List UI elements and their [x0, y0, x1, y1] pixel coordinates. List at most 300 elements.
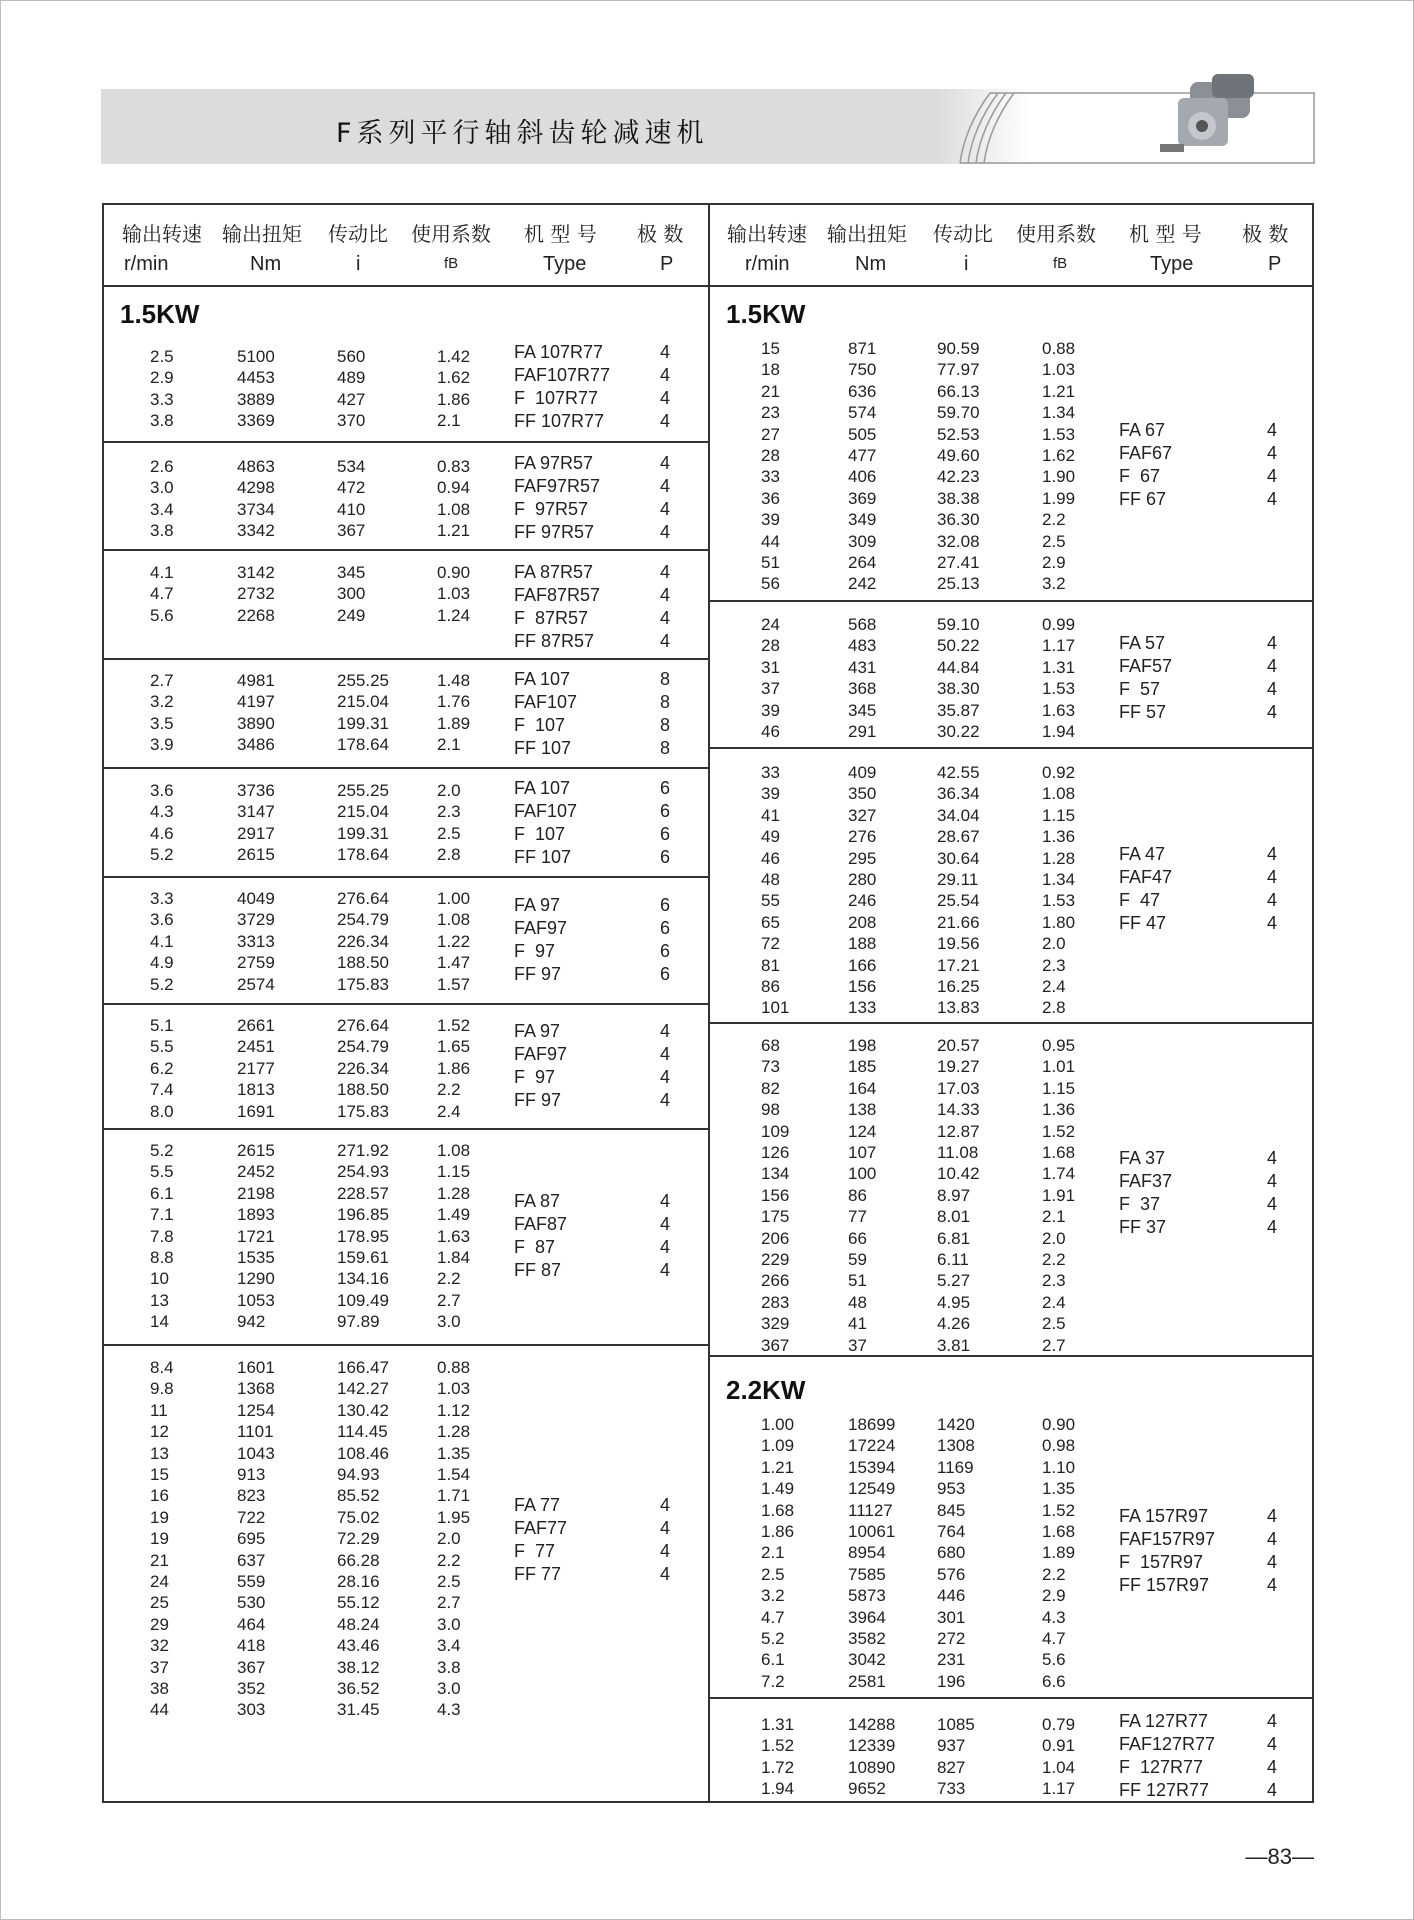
output-torque-cell: 464 — [237, 1614, 266, 1634]
service-factor-cell: 0.88 — [1042, 339, 1076, 358]
gear-ratio-cell: 27.41 — [937, 553, 980, 572]
model-type-cell: FA 107R77 — [514, 342, 604, 362]
model-type-cell: FA 157R97 — [1119, 1506, 1209, 1526]
output-torque-cell: 5100 — [237, 347, 275, 366]
output-speed-cell: 5.5 — [150, 1162, 174, 1182]
header-ratio-unit: i — [356, 253, 361, 275]
service-factor-cell: 1.65 — [437, 1037, 471, 1057]
output-speed-cell: 5.2 — [150, 1141, 174, 1160]
output-speed-cell: 3.3 — [150, 889, 174, 908]
block-separator — [708, 747, 1314, 749]
gear-ratio-cell: 427 — [337, 389, 366, 409]
service-factor-cell: 0.83 — [437, 457, 471, 476]
pole-count-cell: 4 — [1267, 1171, 1278, 1191]
output-torque-cell: 2732 — [237, 584, 275, 604]
service-factor-cell: 1.15 — [437, 1162, 471, 1182]
output-torque-cell: 10061 — [848, 1522, 896, 1541]
service-factor-cell: 2.1 — [1042, 1207, 1066, 1227]
output-torque-cell: 1368 — [237, 1379, 275, 1399]
output-speed-cell: 329 — [761, 1314, 790, 1334]
output-torque-cell: 198 — [848, 1036, 877, 1055]
output-torque-cell: 559 — [237, 1572, 266, 1591]
service-factor-cell: 1.62 — [437, 368, 471, 388]
output-torque-cell: 431 — [848, 657, 877, 677]
header-service-factor-unit: fB — [1053, 255, 1068, 272]
gear-ratio-cell: 254.93 — [337, 1162, 389, 1182]
output-speed-cell: 229 — [761, 1250, 790, 1269]
header-poles: 极 数 — [1242, 222, 1289, 246]
header-torque: 输出扭矩 — [827, 222, 907, 246]
block-separator — [102, 658, 708, 660]
output-speed-cell: 3.4 — [150, 499, 174, 519]
service-factor-cell: 1.89 — [1042, 1543, 1076, 1563]
output-torque-cell: 3042 — [848, 1650, 886, 1670]
output-speed-cell: 2.1 — [761, 1543, 785, 1563]
output-speed-cell: 1.68 — [761, 1500, 795, 1520]
header-ratio-unit: i — [964, 253, 969, 275]
output-speed-cell: 5.1 — [150, 1016, 174, 1035]
service-factor-cell: 1.03 — [437, 584, 471, 604]
output-speed-cell: 134 — [761, 1164, 790, 1184]
output-speed-cell: 24 — [150, 1572, 169, 1591]
gear-ratio-cell: 300 — [337, 584, 366, 604]
output-torque-cell: 4981 — [237, 671, 275, 690]
output-torque-cell: 2581 — [848, 1671, 886, 1691]
gear-ratio-cell: 19.27 — [937, 1057, 980, 1077]
output-torque-cell: 86 — [848, 1185, 867, 1205]
model-type-cell: F 37 — [1119, 1194, 1161, 1214]
output-speed-cell: 81 — [761, 955, 780, 975]
service-factor-cell: 3.8 — [437, 1657, 461, 1677]
service-factor-cell: 1.08 — [437, 910, 471, 930]
gear-ratio-cell: 764 — [937, 1522, 966, 1541]
model-type-cell: F 107 — [514, 824, 566, 844]
output-speed-cell: 3.8 — [150, 411, 174, 431]
service-factor-cell: 2.8 — [1042, 998, 1066, 1018]
service-factor-cell: 1.94 — [1042, 722, 1076, 741]
output-speed-cell: 44 — [150, 1700, 169, 1720]
block-separator — [102, 1344, 708, 1346]
service-factor-cell: 1.36 — [1042, 1100, 1076, 1120]
service-factor-cell: 1.63 — [437, 1226, 471, 1246]
gear-ratio-cell: 199.31 — [337, 823, 389, 843]
service-factor-cell: 1.28 — [437, 1183, 471, 1203]
service-factor-cell: 1.74 — [1042, 1164, 1076, 1184]
gear-ratio-cell: 30.64 — [937, 848, 980, 868]
service-factor-cell: 0.99 — [1042, 615, 1076, 634]
output-torque-cell: 3313 — [237, 931, 275, 951]
output-torque-cell: 5873 — [848, 1586, 886, 1606]
output-torque-cell: 3342 — [237, 521, 275, 541]
output-torque-cell: 3729 — [237, 910, 275, 930]
output-speed-cell: 4.1 — [150, 563, 174, 582]
output-torque-cell: 2198 — [237, 1183, 275, 1203]
model-type-cell: FAF107R77 — [514, 365, 611, 385]
gear-ratio-cell: 38.38 — [937, 488, 980, 508]
pole-count-cell: 6 — [660, 918, 671, 938]
block-separator — [708, 600, 1314, 602]
output-speed-cell: 44 — [761, 531, 780, 551]
output-speed-cell: 48 — [761, 870, 780, 889]
service-factor-cell: 2.3 — [1042, 1271, 1066, 1291]
pole-count-cell: 6 — [660, 964, 671, 984]
model-type-cell: FAF157R97 — [1119, 1529, 1216, 1549]
model-type-cell: FF 157R97 — [1119, 1575, 1210, 1595]
output-torque-cell: 2451 — [237, 1037, 275, 1057]
gear-ratio-cell: 845 — [937, 1500, 966, 1520]
model-type-cell: F 97 — [514, 1067, 556, 1087]
gear-ratio-cell: 44.84 — [937, 657, 980, 677]
gear-ratio-cell: 32.08 — [937, 531, 980, 551]
pole-count-cell: 6 — [660, 801, 671, 821]
output-speed-cell: 1.72 — [761, 1757, 795, 1777]
output-torque-cell: 4049 — [237, 889, 275, 908]
output-speed-cell: 98 — [761, 1100, 780, 1120]
output-speed-cell: 21 — [150, 1550, 169, 1570]
service-factor-cell: 2.4 — [437, 1101, 461, 1121]
output-torque-cell: 18699 — [848, 1415, 896, 1434]
output-torque-cell: 367 — [237, 1657, 266, 1677]
service-factor-cell: 2.5 — [1042, 531, 1066, 551]
service-factor-cell: 1.17 — [1042, 636, 1076, 656]
pole-count-cell: 4 — [1267, 1734, 1278, 1754]
output-speed-cell: 29 — [150, 1614, 169, 1634]
header-speed: 输出转速 — [122, 222, 202, 246]
output-speed-cell: 28 — [761, 636, 780, 656]
gear-ratio-cell: 14.33 — [937, 1100, 980, 1120]
model-type-cell: F 47 — [1119, 890, 1161, 910]
gear-ratio-cell: 188.50 — [337, 953, 389, 973]
pole-count-cell: 4 — [660, 476, 671, 496]
output-torque-cell: 942 — [237, 1312, 266, 1332]
model-type-cell: FF 77 — [514, 1564, 562, 1584]
gear-ratio-cell: 271.92 — [337, 1141, 389, 1160]
output-speed-cell: 4.3 — [150, 802, 174, 822]
gear-ratio-cell: 42.23 — [937, 467, 980, 487]
output-speed-cell: 41 — [761, 805, 780, 825]
service-factor-cell: 1.17 — [1042, 1779, 1076, 1799]
output-torque-cell: 913 — [237, 1465, 266, 1484]
model-type-cell: F 157R97 — [1119, 1552, 1204, 1572]
pole-count-cell: 4 — [1267, 1780, 1278, 1800]
output-speed-cell: 4.1 — [150, 931, 174, 951]
gear-ratio-cell: 175.83 — [337, 1101, 389, 1121]
service-factor-cell: 3.2 — [1042, 574, 1066, 594]
pole-count-cell: 4 — [1267, 1148, 1278, 1168]
service-factor-cell: 2.2 — [437, 1080, 461, 1100]
service-factor-cell: 1.68 — [1042, 1522, 1076, 1541]
output-speed-cell: 3.5 — [150, 713, 174, 733]
model-type-cell: FF 107 — [514, 847, 572, 867]
output-speed-cell: 3.0 — [150, 478, 174, 498]
output-torque-cell: 3964 — [848, 1607, 886, 1627]
output-torque-cell: 636 — [848, 381, 877, 401]
output-speed-cell: 2.9 — [150, 368, 174, 388]
output-speed-cell: 65 — [761, 912, 780, 932]
pole-count-cell: 4 — [1267, 1217, 1278, 1237]
gear-ratio-cell: 43.46 — [337, 1636, 380, 1656]
output-speed-cell: 12 — [150, 1422, 169, 1442]
service-factor-cell: 2.3 — [1042, 955, 1066, 975]
model-type-cell: FA 127R77 — [1119, 1711, 1209, 1731]
model-type-cell: FAF107 — [514, 801, 578, 821]
output-speed-cell: 2.5 — [150, 347, 174, 366]
gear-ratio-cell: 20.57 — [937, 1036, 980, 1055]
service-factor-cell: 1.21 — [437, 521, 471, 541]
gear-ratio-cell: 66.13 — [937, 381, 980, 401]
service-factor-cell: 1.42 — [437, 347, 471, 366]
pole-count-cell: 4 — [1267, 890, 1278, 910]
output-torque-cell: 3889 — [237, 389, 275, 409]
model-type-cell: FF 107 — [514, 738, 572, 758]
header-service-factor: 使用系数 — [411, 222, 491, 246]
output-speed-cell: 6.1 — [761, 1650, 785, 1670]
service-factor-cell: 4.7 — [1042, 1629, 1066, 1648]
service-factor-cell: 1.28 — [437, 1422, 471, 1442]
service-factor-cell: 1.99 — [1042, 488, 1076, 508]
output-torque-cell: 1535 — [237, 1248, 275, 1267]
output-torque-cell: 2917 — [237, 823, 275, 843]
service-factor-cell: 1.57 — [437, 974, 471, 994]
output-torque-cell: 303 — [237, 1700, 266, 1720]
output-speed-cell: 24 — [761, 615, 780, 634]
output-torque-cell: 291 — [848, 722, 877, 741]
output-torque-cell: 1721 — [237, 1226, 275, 1246]
gear-ratio-cell: 36.30 — [937, 510, 980, 530]
output-torque-cell: 4863 — [237, 457, 275, 476]
gear-ratio-cell: 255.25 — [337, 781, 389, 800]
gear-ratio-cell: 215.04 — [337, 692, 389, 712]
model-type-cell: FF 47 — [1119, 913, 1167, 933]
page-number: —83— — [1245, 1844, 1314, 1869]
model-type-cell: FAF67 — [1119, 443, 1173, 463]
output-torque-cell: 3486 — [237, 735, 275, 755]
model-type-cell: FF 97 — [514, 1090, 562, 1110]
output-torque-cell: 369 — [848, 488, 877, 508]
output-torque-cell: 59 — [848, 1250, 867, 1269]
service-factor-cell: 1.35 — [437, 1443, 471, 1463]
model-type-cell: FA 77 — [514, 1495, 561, 1515]
output-torque-cell: 280 — [848, 870, 877, 889]
block-separator — [102, 1128, 708, 1130]
pole-count-cell: 4 — [660, 585, 671, 605]
gear-ratio-cell: 5.27 — [937, 1271, 971, 1291]
pole-count-cell: 8 — [660, 692, 671, 712]
service-factor-cell: 1.28 — [1042, 848, 1076, 868]
service-factor-cell: 1.12 — [437, 1400, 471, 1420]
service-factor-cell: 1.52 — [1042, 1500, 1076, 1520]
model-type-cell: F 97R57 — [514, 499, 589, 519]
pole-count-cell: 4 — [660, 608, 671, 628]
service-factor-cell: 1.03 — [437, 1379, 471, 1399]
output-torque-cell: 12339 — [848, 1736, 896, 1756]
service-factor-cell: 0.90 — [437, 563, 471, 582]
pole-count-cell: 4 — [1267, 679, 1278, 699]
service-factor-cell: 1.03 — [1042, 360, 1076, 380]
pole-count-cell: 4 — [660, 631, 671, 651]
gear-ratio-cell: 114.45 — [337, 1422, 388, 1442]
pole-count-cell: 4 — [660, 365, 671, 385]
output-speed-cell: 109 — [761, 1121, 790, 1141]
output-speed-cell: 31 — [761, 657, 780, 677]
output-torque-cell: 51 — [848, 1271, 867, 1291]
service-factor-cell: 2.8 — [437, 845, 461, 865]
gear-ratio-cell: 1308 — [937, 1436, 975, 1456]
output-torque-cell: 3369 — [237, 411, 275, 431]
output-speed-cell: 28 — [761, 446, 780, 465]
service-factor-cell: 3.0 — [437, 1679, 461, 1698]
service-factor-cell: 2.2 — [437, 1550, 461, 1570]
model-type-cell: FAF37 — [1119, 1171, 1173, 1191]
gear-ratio-cell: 1085 — [937, 1715, 975, 1734]
section-label: 1.5KW — [726, 299, 806, 329]
header-speed-unit: r/min — [745, 253, 790, 275]
output-speed-cell: 38 — [150, 1679, 169, 1698]
service-factor-cell: 2.0 — [437, 1529, 461, 1549]
gear-ratio-cell: 4.95 — [937, 1292, 971, 1312]
model-type-cell: F 97 — [514, 941, 556, 961]
output-speed-cell: 206 — [761, 1228, 790, 1248]
gear-ratio-cell: 534 — [337, 457, 366, 476]
gear-ratio-cell: 345 — [337, 563, 366, 582]
output-speed-cell: 5.2 — [150, 845, 174, 865]
service-factor-cell: 1.01 — [1042, 1057, 1076, 1077]
service-factor-cell: 2.7 — [437, 1593, 461, 1613]
pole-count-cell: 4 — [660, 1067, 671, 1087]
model-type-cell: F 107 — [514, 715, 566, 735]
model-type-cell: F 67 — [1119, 466, 1161, 486]
model-type-cell: FAF77 — [514, 1518, 568, 1538]
service-factor-cell: 1.15 — [1042, 1078, 1076, 1098]
service-factor-cell: 1.15 — [1042, 805, 1076, 825]
model-type-cell: FA 57 — [1119, 633, 1166, 653]
output-torque-cell: 3890 — [237, 713, 275, 733]
gear-ratio-cell: 36.52 — [337, 1679, 380, 1698]
output-speed-cell: 6.2 — [150, 1058, 174, 1078]
output-torque-cell: 264 — [848, 553, 877, 572]
service-factor-cell: 1.86 — [437, 1058, 471, 1078]
service-factor-cell: 1.08 — [437, 499, 471, 519]
output-torque-cell: 10890 — [848, 1757, 896, 1777]
output-torque-cell: 156 — [848, 977, 877, 996]
gear-ratio-cell: 178.64 — [337, 845, 389, 865]
output-speed-cell: 39 — [761, 700, 780, 720]
gear-ratio-cell: 489 — [337, 368, 366, 388]
gear-ratio-cell: 28.16 — [337, 1572, 380, 1591]
output-torque-cell: 138 — [848, 1100, 877, 1120]
pole-count-cell: 4 — [660, 522, 671, 542]
header-torque-unit: Nm — [250, 253, 282, 275]
gear-ratio-cell: 680 — [937, 1543, 966, 1563]
service-factor-cell: 1.63 — [1042, 700, 1076, 720]
model-type-cell: FA 97 — [514, 895, 561, 915]
pole-count-cell: 4 — [660, 1090, 671, 1110]
output-speed-cell: 56 — [761, 574, 780, 594]
service-factor-cell: 1.31 — [1042, 657, 1076, 677]
pole-count-cell: 4 — [1267, 420, 1278, 440]
gear-ratio-cell: 52.53 — [937, 424, 980, 444]
output-speed-cell: 1.94 — [761, 1779, 795, 1799]
output-speed-cell: 9.8 — [150, 1379, 174, 1399]
model-type-cell: FA 97R57 — [514, 453, 594, 473]
output-torque-cell: 17224 — [848, 1436, 896, 1456]
pole-count-cell: 4 — [1267, 633, 1278, 653]
model-type-cell: FAF127R77 — [1119, 1734, 1216, 1754]
output-speed-cell: 25 — [150, 1593, 169, 1613]
pole-count-cell: 4 — [1267, 702, 1278, 722]
section-label: 2.2KW — [726, 1375, 806, 1405]
output-speed-cell: 5.6 — [150, 605, 174, 625]
output-torque-cell: 242 — [848, 574, 877, 594]
output-speed-cell: 2.5 — [761, 1564, 785, 1584]
model-type-cell: FA 87 — [514, 1191, 561, 1211]
model-type-cell: FAF97 — [514, 918, 568, 938]
service-factor-cell: 2.0 — [1042, 1228, 1066, 1248]
pole-count-cell: 4 — [660, 1518, 671, 1538]
output-torque-cell: 568 — [848, 615, 877, 634]
output-speed-cell: 16 — [150, 1486, 169, 1506]
pole-count-cell: 4 — [660, 1564, 671, 1584]
pole-count-cell: 4 — [660, 342, 671, 362]
header-type-unit: Type — [1150, 253, 1194, 275]
service-factor-cell: 3.4 — [437, 1636, 461, 1656]
output-speed-cell: 72 — [761, 934, 780, 954]
output-speed-cell: 4.9 — [150, 953, 174, 973]
gear-ratio-cell: 367 — [337, 521, 366, 541]
service-factor-cell: 2.7 — [437, 1290, 461, 1310]
gear-ratio-cell: 301 — [937, 1607, 966, 1627]
output-speed-cell: 3.8 — [150, 521, 174, 541]
pole-count-cell: 4 — [660, 562, 671, 582]
output-speed-cell: 55 — [761, 891, 780, 911]
gear-ratio-cell: 31.45 — [337, 1700, 380, 1720]
gear-ratio-cell: 11.08 — [937, 1143, 979, 1162]
gear-ratio-cell: 255.25 — [337, 671, 389, 690]
output-speed-cell: 5.5 — [150, 1037, 174, 1057]
pole-count-cell: 6 — [660, 824, 671, 844]
service-factor-cell: 1.21 — [1042, 381, 1076, 401]
service-factor-cell: 2.9 — [1042, 553, 1066, 572]
output-speed-cell: 175 — [761, 1207, 790, 1227]
service-factor-cell: 2.3 — [437, 802, 461, 822]
output-speed-cell: 3.9 — [150, 735, 174, 755]
gear-ratio-cell: 49.60 — [937, 446, 980, 465]
output-speed-cell: 1.49 — [761, 1479, 795, 1499]
gear-ratio-cell: 35.87 — [937, 700, 980, 720]
output-speed-cell: 33 — [761, 467, 780, 487]
pole-count-cell: 8 — [660, 738, 671, 758]
gear-ratio-cell: 25.54 — [937, 891, 980, 911]
service-factor-cell: 2.1 — [437, 735, 461, 755]
gear-ratio-cell: 30.22 — [937, 722, 980, 741]
output-speed-cell: 68 — [761, 1036, 780, 1055]
gear-ratio-cell: 29.11 — [937, 870, 979, 889]
output-torque-cell: 350 — [848, 784, 877, 804]
header-speed-unit: r/min — [124, 253, 169, 275]
service-factor-cell: 1.53 — [1042, 679, 1076, 699]
output-torque-cell: 166 — [848, 955, 877, 975]
service-factor-cell: 1.76 — [437, 692, 471, 712]
pole-count-cell: 6 — [660, 778, 671, 798]
output-speed-cell: 37 — [150, 1657, 169, 1677]
gear-ratio-cell: 249 — [337, 605, 366, 625]
output-torque-cell: 2268 — [237, 605, 275, 625]
service-factor-cell: 4.3 — [437, 1700, 461, 1720]
gear-ratio-cell: 370 — [337, 411, 366, 431]
output-speed-cell: 21 — [761, 381, 780, 401]
output-torque-cell: 1043 — [237, 1443, 275, 1463]
service-factor-cell: 1.91 — [1042, 1185, 1076, 1205]
